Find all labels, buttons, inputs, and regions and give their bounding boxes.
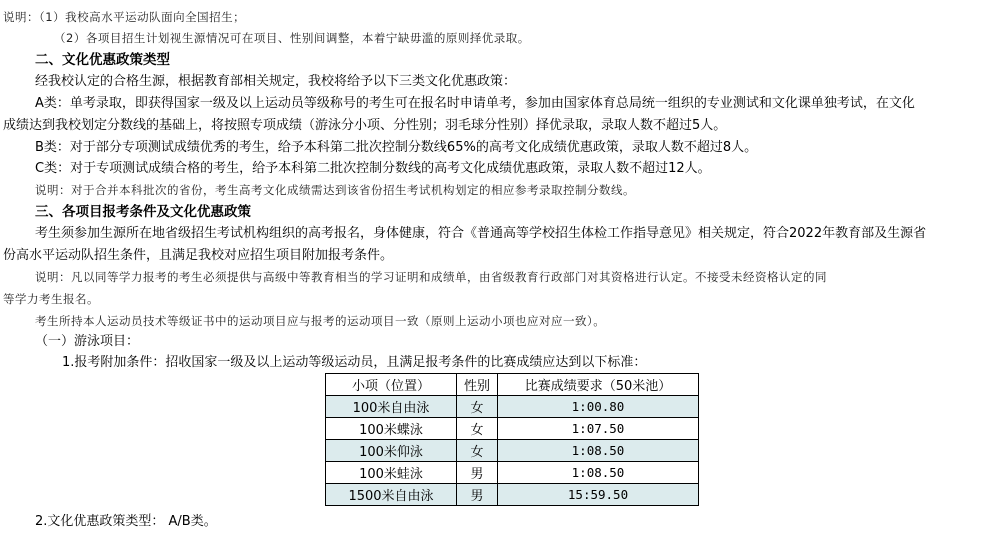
table-header-time: 比赛成绩要求（50米池） [498,374,699,396]
gender-cell: 女 [457,396,498,418]
gender-cell: 女 [457,418,498,440]
note-plan-adjustment: （2）各项目招生计划视生源情况可在项目、性别间调整，本着宁缺毋滥的原则择优录取。 [54,31,530,45]
section-3-note-line2: 等学力考生报名。 [3,292,99,306]
table-row [326,396,699,418]
policy-a-line2: 成绩达到我校划定分数线的基础上，将按照专项成绩（游泳分小项、分性别；羽毛球分性别）择优录取，录取人数不超过5人。 [3,118,727,133]
table-row [326,462,699,484]
time-cell: 1:08.50 [498,462,699,484]
time-cell: 15:59.50 [498,484,699,506]
swim-standards-table [325,373,699,506]
section-3-para-line1: 考生须参加生源所在地省级招生考试机构组织的高考报名，身体健康，符合《普通高等学校招生体检工作指导意见》相关规定，符合2022年教育部及生源省 [35,226,927,241]
table-header-gender: 性别 [457,374,498,396]
section-3-note-line1: 说明：凡以同等学力报考的考生必须提供与高级中等教育相当的学习证明和成绩单，由省级教育行政部门对其资格进行认定。不接受未经资格认定的同 [35,270,827,284]
event-cell: 1500米自由泳 [326,484,457,506]
time-cell: 1:08.50 [498,440,699,462]
section-3-heading: 三、各项目报考条件及文化优惠政策 [35,204,251,220]
gender-cell: 女 [457,440,498,462]
cultural-policy-type: 2.文化优惠政策类型： A/B类。 [35,514,217,529]
gender-cell: 男 [457,484,498,506]
policy-note: 说明：对于合并本科批次的省份，考生高考文化成绩需达到该省份招生考试机构划定的相应参考录取控制分数线。 [35,183,635,197]
section-2-heading: 二、文化优惠政策类型 [35,52,170,68]
swim-heading: （一）游泳项目： [35,334,140,349]
table-header-event: 小项（位置） [326,374,457,396]
event-cell: 100米蛙泳 [326,462,457,484]
time-cell: 1:07.50 [498,418,699,440]
table-row [326,418,699,440]
note-admission-scope: 说明：（1）我校高水平运动队面向全国招生； [3,10,246,24]
time-cell: 1:00.80 [498,396,699,418]
gender-cell: 男 [457,462,498,484]
swim-condition: 1.报考附加条件：招收国家一级及以上运动等级运动员，且满足报考条件的比赛成绩应达到以下标准： [62,355,647,370]
table-row [326,440,699,462]
policy-a-line1: A类：单考录取，即获得国家一级及以上运动员等级称号的考生可在报名时申请单考，参加由国家体育总局统一组织的专业测试和文化课单独考试，在文化 [35,96,915,111]
section-2-intro: 经我校认定的合格生源，根据教育部相关规定，我校将给予以下三类文化优惠政策： [35,74,517,89]
policy-b-line: B类：对于部分专项测试成绩优秀的考生，给予本科第二批次控制分数线65%的高考文化成绩优惠政策，录取人数不超过8人。 [35,140,758,155]
table-row [326,484,699,506]
event-cell: 100米仰泳 [326,440,457,462]
event-cell: 100米自由泳 [326,396,457,418]
event-cell: 100米蝶泳 [326,418,457,440]
policy-c-line: C类：对于专项测试成绩合格的考生，给予本科第二批次控制分数线的高考文化成绩优惠政策，录取人数不超过12人。 [35,161,711,176]
section-3-para-line2: 份高水平运动队招生条件，且满足我校对应招生项目附加报考条件。 [3,248,394,263]
section-3-note-line3: 考生所持本人运动员技术等级证书中的运动项目应与报考的运动项目一致（原则上运动小项也应对应一致）。 [35,314,606,328]
table-header-row [326,374,699,396]
